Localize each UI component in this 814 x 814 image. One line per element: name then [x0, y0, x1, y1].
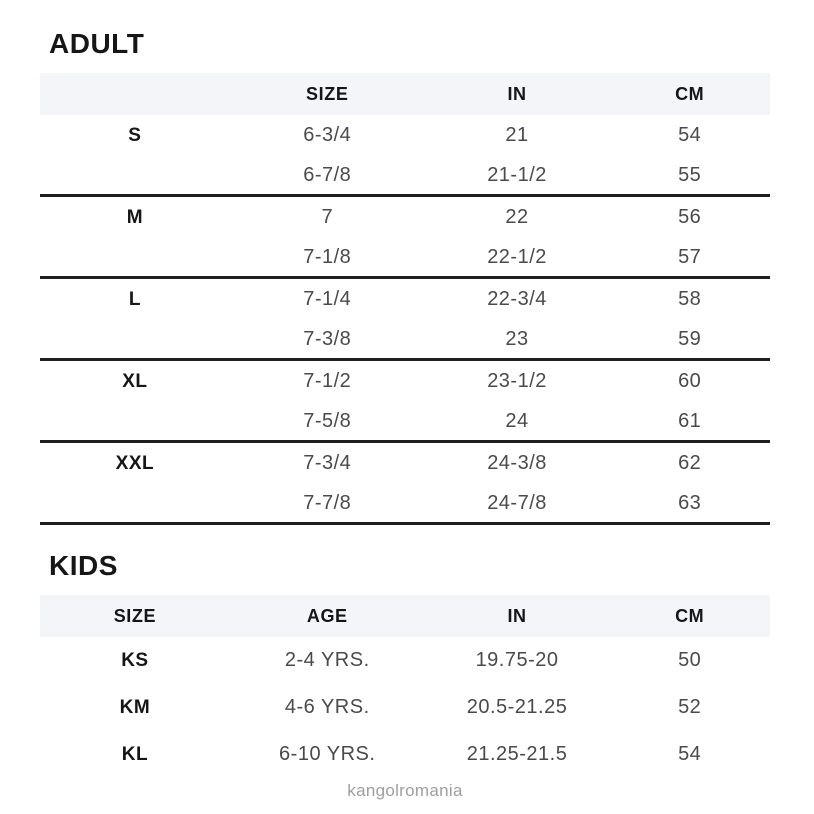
adult-table-header-row — [40, 73, 770, 115]
adult-header-in: IN — [507, 83, 527, 104]
kids-size-label: KS — [121, 649, 149, 671]
cm-value: 56 — [678, 206, 702, 228]
hat-size-value: 7-1/2 — [303, 370, 352, 392]
cm-value: 57 — [678, 245, 702, 268]
cm-value: 62 — [678, 452, 702, 474]
hat-size-value: 7-7/8 — [303, 491, 352, 514]
table-row — [40, 684, 770, 731]
table-row — [40, 279, 770, 320]
kids-header-age: AGE — [306, 605, 348, 626]
hat-size-value: 7-5/8 — [303, 409, 352, 432]
inches-value: 21 — [505, 124, 529, 146]
cm-value: 60 — [678, 370, 702, 392]
cm-value: 52 — [678, 696, 702, 718]
table-row — [40, 361, 770, 402]
table-row — [40, 402, 770, 443]
table-row — [40, 197, 770, 238]
adult-header-cm: CM — [675, 83, 705, 104]
adult-size-table — [40, 73, 770, 525]
size-group-label: S — [128, 124, 142, 146]
inches-value: 23-1/2 — [487, 370, 547, 392]
inches-value: 22-3/4 — [487, 288, 547, 310]
inches-value: 24 — [505, 409, 529, 432]
inches-value: 20.5-21.25 — [466, 696, 568, 718]
table-row — [40, 637, 770, 684]
hat-size-value: 7 — [321, 206, 334, 228]
cm-value: 58 — [678, 288, 702, 310]
kids-size-label: KM — [119, 696, 151, 718]
table-row — [40, 731, 770, 778]
size-group-label: XL — [122, 370, 148, 392]
cm-value: 55 — [678, 163, 702, 186]
age-value: 4-6 YRS. — [284, 696, 370, 718]
inches-value: 22 — [505, 206, 529, 228]
size-group-label: M — [126, 206, 144, 228]
hat-size-value: 7-1/8 — [303, 245, 352, 268]
cm-value: 54 — [678, 743, 702, 765]
table-row — [40, 484, 770, 525]
age-value: 6-10 YRS. — [279, 743, 376, 765]
table-row — [40, 156, 770, 197]
kids-header-in: IN — [507, 605, 527, 626]
cm-value: 59 — [678, 327, 702, 350]
kids-size-table — [40, 595, 770, 778]
table-row — [40, 320, 770, 361]
table-row — [40, 443, 770, 484]
hat-size-value: 7-3/4 — [303, 452, 352, 474]
inches-value: 19.75-20 — [475, 649, 559, 671]
table-row — [40, 238, 770, 279]
inches-value: 23 — [505, 327, 529, 350]
cm-value: 50 — [678, 649, 702, 671]
kids-header-cm: CM — [675, 605, 705, 626]
kids-section-title: KIDS — [49, 550, 118, 581]
hat-size-value: 6-3/4 — [303, 124, 352, 146]
hat-size-value: 6-7/8 — [303, 163, 352, 186]
inches-value: 21.25-21.5 — [466, 743, 568, 765]
inches-value: 24-7/8 — [487, 491, 547, 514]
kids-header-size: SIZE — [113, 605, 157, 626]
brand-watermark: kangolromania — [347, 781, 463, 800]
size-group-label: L — [128, 288, 141, 310]
inches-value: 22-1/2 — [487, 245, 547, 268]
hat-size-value: 7-1/4 — [303, 288, 352, 310]
adult-section-title: ADULT — [49, 28, 145, 59]
size-group-label: XXL — [115, 452, 155, 474]
inches-value: 24-3/8 — [487, 452, 547, 474]
cm-value: 54 — [678, 124, 702, 146]
age-value: 2-4 YRS. — [284, 649, 370, 671]
hat-size-value: 7-3/8 — [303, 327, 352, 350]
kids-table-header-row — [40, 595, 770, 637]
adult-header-size: SIZE — [306, 83, 349, 104]
cm-value: 61 — [678, 409, 702, 432]
kids-size-label: KL — [121, 743, 149, 765]
table-row — [40, 115, 770, 156]
cm-value: 63 — [678, 491, 702, 514]
inches-value: 21-1/2 — [487, 163, 547, 186]
